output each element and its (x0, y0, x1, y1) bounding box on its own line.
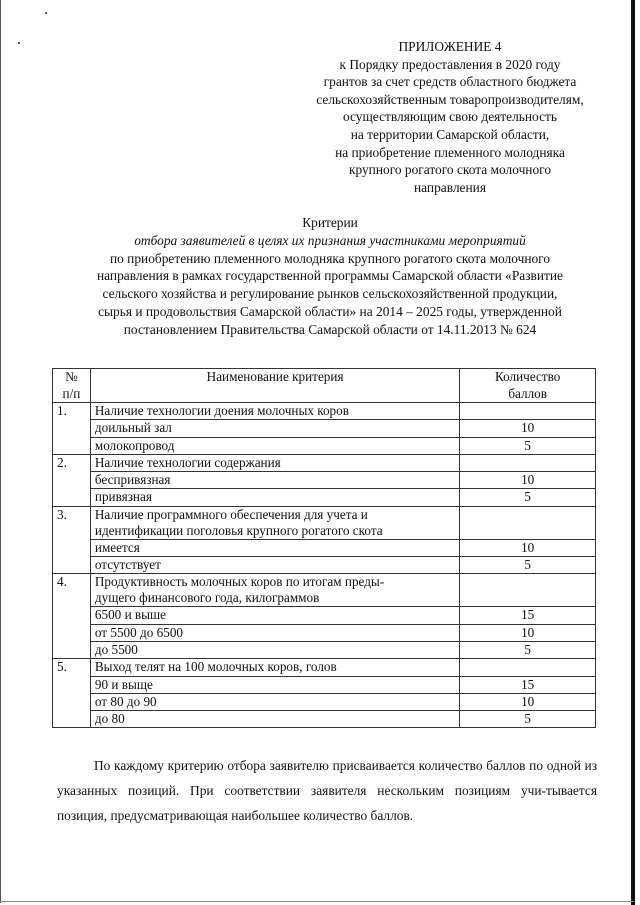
table-row-section (53, 506, 596, 539)
section-score-empty (460, 659, 596, 676)
appendix-title: ПРИЛОЖЕНИЕ 4 (398, 39, 502, 54)
section-number: 2. (53, 454, 91, 506)
appendix-header (300, 38, 600, 196)
section-title: Продуктивность молочных коров по итогам преды- дущего финансового года, килограммов (90, 574, 459, 607)
appendix-line: к Порядку предоставления в 2020 году (339, 56, 561, 72)
table-row-option (53, 676, 596, 693)
table-row-section (53, 659, 596, 676)
table-row-option (53, 624, 596, 641)
scan-border-left (0, 0, 1, 903)
section-title: Наличие технологии содержания (90, 454, 459, 471)
section-score-empty (460, 454, 596, 471)
appendix-line: на приобретение племенного молодняка (335, 144, 565, 160)
appendix-line: сельскохозяйственным товаропроизводителям, (316, 91, 584, 107)
criteria-title-block (60, 214, 600, 339)
option-score: 10 (460, 693, 596, 710)
option-label: от 5500 до 6500 (90, 624, 459, 641)
option-label: беспривязная (90, 472, 459, 489)
criteria-subtitle-line: постановлением Правительства Самарской области от 14.11.2013 № 624 (123, 321, 537, 337)
option-score: 15 (460, 676, 596, 693)
option-score: 10 (460, 539, 596, 556)
table-row-option (53, 489, 596, 506)
appendix-line: осуществляющим свою деятельность (343, 109, 557, 125)
table-row-option (53, 420, 596, 437)
option-score: 5 (460, 711, 596, 728)
option-label: отсутствует (90, 557, 459, 574)
option-label: 6500 и выше (90, 607, 459, 624)
option-label: привязная (90, 489, 459, 506)
option-score: 10 (460, 472, 596, 489)
appendix-line: направления (413, 179, 486, 195)
option-score: 10 (460, 420, 596, 437)
option-label: молокопровод (90, 437, 459, 454)
scan-border-right (631, 0, 635, 905)
scan-speck (45, 12, 47, 14)
section-title: Выход телят на 100 молочных коров, голов (90, 659, 459, 676)
option-label: имеется (90, 539, 459, 556)
table-row-option (53, 711, 596, 728)
section-number: 1. (53, 403, 91, 455)
table-row-section (53, 574, 596, 607)
option-score: 10 (460, 624, 596, 641)
criteria-subtitle-line: по приобретению племенного молодняка крупного рогатого скота молочного (109, 250, 551, 266)
section-number: 5. (53, 659, 91, 728)
option-label: доильный зал (90, 420, 459, 437)
footnote-paragraph: По каждому критерию отбора заявителю присваивается количество баллов по одной из указанных позиций. При соответствии заявителя нескольким позициям учи-тывается позиция, предусматривающая наибольшее количество баллов. (57, 758, 597, 824)
criteria-heading: Критерии (302, 215, 358, 230)
scan-border-bottom (0, 901, 634, 902)
table-row-option (53, 437, 596, 454)
appendix-line: на территории Самарской области, (350, 126, 550, 142)
table-row-option (53, 557, 596, 574)
appendix-line: грантов за счет средств областного бюджета (323, 74, 577, 90)
option-score: 15 (460, 607, 596, 624)
appendix-line: крупного рогатого скота молочного (348, 162, 552, 178)
option-score: 5 (460, 437, 596, 454)
header-number: № п/п (53, 369, 91, 403)
table-row-option (53, 472, 596, 489)
section-number: 4. (53, 574, 91, 659)
table-row-section (53, 454, 596, 471)
option-label: до 5500 (90, 641, 459, 658)
option-label: 90 и выще (90, 676, 459, 693)
criteria-subtitle-line: сырья и продовольствия Самарской области» на 2014 – 2025 годы, утвержденной (98, 303, 562, 319)
table-row-section (53, 403, 596, 420)
criteria-subtitle-line: направления в рамках государственной программы Самарской области «Развитие (97, 268, 563, 284)
header-criterion-name: Наименование критерия (90, 369, 459, 403)
option-score: 5 (460, 641, 596, 658)
table-header-row (53, 369, 596, 403)
section-score-empty (460, 506, 596, 539)
option-label: до 80 (90, 711, 459, 728)
criteria-subtitle-line: сельского хозяйства и регулирование рынков сельскохозяйственной продукции, (102, 286, 558, 302)
table-row-option (53, 641, 596, 658)
scan-speck (18, 42, 20, 44)
table-row-option (53, 539, 596, 556)
criteria-subtitle-line: отбора заявителей в целях их признания участниками мероприятий (134, 232, 526, 248)
table-row-option (53, 607, 596, 624)
option-score: 5 (460, 489, 596, 506)
section-number: 3. (53, 506, 91, 574)
section-score-empty (460, 403, 596, 420)
section-title: Наличие программного обеспечения для учета и идентификации поголовья крупного рогатого скота (90, 506, 459, 539)
header-score: Количество баллов (460, 369, 596, 403)
section-score-empty (460, 574, 596, 607)
table-row-option (53, 693, 596, 710)
section-title: Наличие технологии доения молочных коров (90, 403, 459, 420)
option-label: от 80 до 90 (90, 693, 459, 710)
option-score: 5 (460, 557, 596, 574)
criteria-table (52, 368, 596, 728)
